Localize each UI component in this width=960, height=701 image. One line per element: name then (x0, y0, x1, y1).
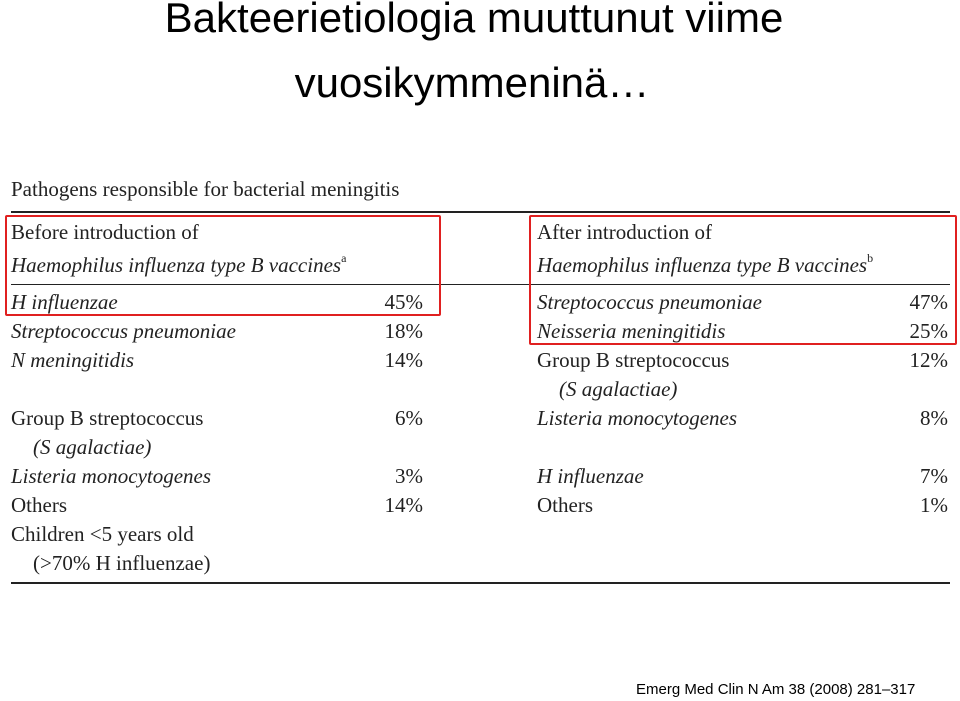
after-row-pathogen: Neisseria meningitidis (537, 319, 726, 343)
after-header-text: Haemophilus influenza type B vaccines (537, 253, 868, 277)
before-header-text: Haemophilus influenza type B vaccines (11, 253, 342, 277)
before-row-pathogen: Group B streptococcus (11, 406, 204, 430)
after-row-pathogen: Streptococcus pneumoniae (537, 290, 762, 314)
before-row-percent: 18% (384, 319, 423, 343)
before-header-line1: Before introduction of (11, 220, 199, 244)
highlight-box-before (5, 215, 441, 316)
after-row-pathogen: Group B streptococcus (537, 348, 730, 372)
after-row-percent: 47% (909, 290, 948, 314)
after-row-percent: 25% (909, 319, 948, 343)
after-row-pathogen-sub: (S agalactiae) (559, 377, 678, 401)
after-row-percent: 7% (920, 464, 948, 488)
before-row-percent: 14% (384, 493, 423, 517)
after-row-pathogen: Listeria monocytogenes (537, 406, 738, 430)
before-row-pathogen-sub: (S agalactiae) (33, 435, 152, 459)
before-row-percent: 14% (384, 348, 423, 372)
slide-title-line-1: Bakteerietiologia muuttunut viime (164, 0, 784, 41)
table-caption: Pathogens responsible for bacterial meningitis (11, 177, 400, 201)
after-header-footnote: b (867, 251, 874, 265)
after-header-line1: After introduction of (537, 220, 712, 244)
before-row-pathogen: N meningitidis (11, 348, 135, 372)
before-header-footnote: a (341, 251, 347, 265)
before-row-pathogen: Children <5 years old (11, 522, 194, 546)
table-bottom-rule (11, 582, 950, 584)
after-row-percent: 12% (909, 348, 948, 372)
before-row-percent: 3% (395, 464, 423, 488)
before-row-pathogen: Listeria monocytogenes (11, 464, 212, 488)
before-row-pathogen-sub: (>70% H influenzae) (33, 551, 211, 575)
before-row-pathogen: Streptococcus pneumoniae (11, 319, 236, 343)
slide-title-line-2: vuosikymmeninä… (294, 59, 650, 106)
before-row-percent: 45% (384, 290, 423, 314)
before-row-percent: 6% (395, 406, 423, 430)
before-row-pathogen: H influenzae (11, 290, 118, 314)
highlight-box-after (529, 215, 957, 345)
source-citation: Emerg Med Clin N Am 38 (2008) 281–317 (636, 681, 916, 698)
after-row-percent: 8% (920, 406, 948, 430)
before-row-pathogen: Others (11, 493, 67, 517)
after-row-pathogen: H influenzae (537, 464, 644, 488)
after-row-pathogen: Others (537, 493, 593, 517)
after-row-percent: 1% (920, 493, 948, 517)
table-top-rule (11, 211, 950, 213)
